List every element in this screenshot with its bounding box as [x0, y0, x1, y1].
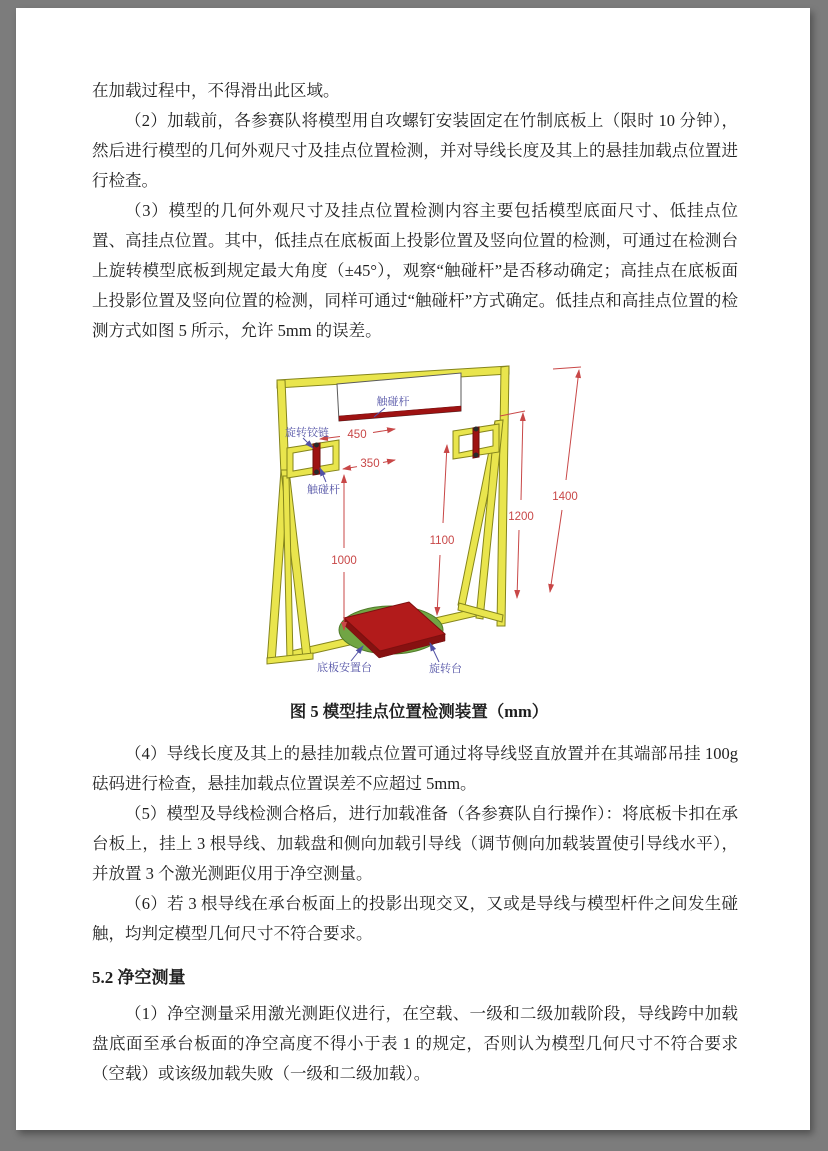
dimension-1200: 1200 — [508, 511, 534, 523]
label-touch-rod-left: 触碰杆 — [307, 484, 340, 496]
dimension-1400: 1400 — [552, 491, 578, 503]
section-heading-5-2: 5.2 净空测量 — [92, 968, 186, 987]
dimension-350: 350 — [360, 458, 380, 470]
turntable-assembly — [339, 602, 445, 658]
figure-5-diagram — [233, 358, 617, 683]
dimension-450: 450 — [347, 429, 367, 441]
figure-caption: 图 5 模型挂点位置检测装置（mm） — [289, 702, 549, 721]
label-rotating-hinge: 旋转铰链 — [285, 427, 329, 439]
paragraph: 在加载过程中，不得滑出此区域。 — [92, 81, 340, 100]
document-page — [16, 8, 810, 1130]
label-base-board-platform: 底板安置台 — [317, 662, 372, 674]
dimension-1100: 1100 — [429, 535, 455, 547]
paragraph: （6）若 3 根导线在承台板面上的投影出现交叉，又或是导线与模型杆件之间发生碰触，均判定模型几何尺寸不符合要求。 — [92, 894, 738, 943]
paragraph: （3）模型的几何外观尺寸及挂点位置检测内容主要包括模型底面尺寸、低挂点位置、高挂点位置。其中，低挂点在底板面上投影位置及竖向位置的检测，可通过在检测台上旋转模型底板到规定最大角度（±45°），观察“触碰杆”是否移动确定；高挂点在底板面上投影位置及竖向位置的检测，同样可通过“触碰杆”方式确定。低挂点和高挂点位置的检测方式如图 5 所示，允许 5mm 的误差。 — [92, 201, 738, 340]
left-touch-rod-frame — [287, 440, 339, 478]
label-touch-rod-top: 触碰杆 — [376, 396, 410, 408]
document-content — [92, 76, 738, 1089]
paragraph: （5）模型及导线检测合格后，进行加载准备（各参赛队自行操作）：将底板卡扣在承台板上，挂上 3 根导线、加载盘和侧向加载引导线（调节侧向加载装置使引导线水平），并放置 3 个激光测距仪用于净空测量。 — [92, 804, 738, 883]
paragraph: （2）加载前，各参赛队将模型用自攻螺钉安装固定在竹制底板上（限时 10 分钟），然后进行模型的几何外观尺寸及挂点位置检测，并对导线长度及其上的悬挂加载点位置进行检查。 — [92, 111, 738, 190]
figure-5 — [233, 358, 617, 693]
dimension-1000: 1000 — [331, 555, 357, 567]
paragraph: （1）净空测量采用激光测距仪进行，在空载、一级和二级加载阶段，导线跨中加载盘底面至承台板面的净空高度不得小于表 1 的规定，否则认为模型几何尺寸不符合要求（空载）或该级加载失败（一级和二级加载）。 — [92, 1004, 738, 1083]
paragraph: （4）导线长度及其上的悬挂加载点位置可通过将导线竖直放置并在其端部吊挂 100g 砝码进行检查，悬挂加载点位置误差不应超过 5mm。 — [92, 744, 738, 793]
label-turntable: 旋转台 — [429, 663, 462, 675]
